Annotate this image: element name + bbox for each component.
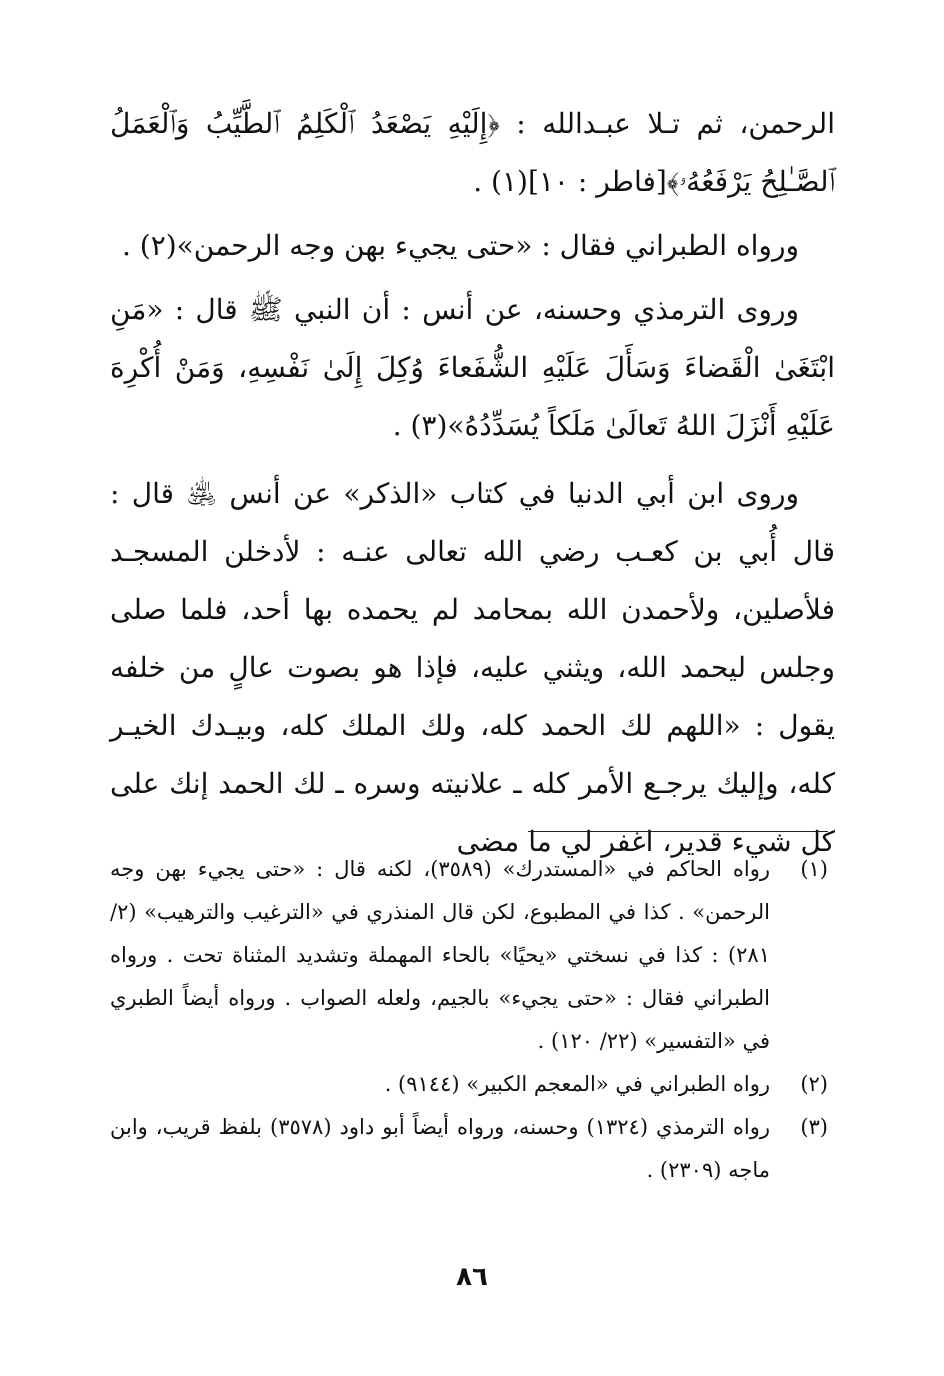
footnote-number: (٢) — [800, 1072, 828, 1096]
footnote-text: رواه الحاكم في «المستدرك» (٣٥٨٩)، لكنه قال : «حتى يجيء بهن وجه الرحمن» . كذا في المطبوع، لكن قال المنذري في «الترغيب والترهيب» (٢/ ٢٨١) : كذا في نسختي «يحيًا» بالحاء المهملة وتشديد المثناة تحت . ورواه الطبراني فقال : «حتى يجيء» بالجيم، ولعله الصواب . ورواه أيضاً الطبري في «التفسير» (٢٢/ ١٢٠) . — [110, 857, 770, 1053]
footnote-divider — [528, 831, 828, 832]
footnote-number: (٣) — [800, 1115, 828, 1139]
footnotes — [110, 848, 828, 1192]
paragraph-ibn-abi-dunya: وروى ابن أبي الدنيا في كتاب «الذكر» عن أنس ﵁ قال : قال أُبي بن كعـب رضي الله تعالى عنـه : لأدخلن المسجـد فلأصلين، ولأحمدن الله بمحامد لم يحمده بها أحد، فلما صلى وجلس ليحمد الله، ويثني عليه، فإذا هو بصوت عالٍ من خلفه يقول : «اللهم لك الحمد كله، ولك الملك كله، وبيـدك الخيـر كله، وإليك يرجـع الأمر كله ـ علانيته وسره ـ لك الحمد إنك على كل شيء قدير، اغفر لي ما مضى — [110, 477, 835, 858]
footnote-number: (١) — [800, 857, 828, 881]
main-text — [110, 95, 835, 877]
paragraph-tirmidhi-hadith: وروى الترمذي وحسنه، عن أنس : أن النبي ﷺ قال : «مَنِ ابْتَغَىٰ الْقَضاءَ وَسَأَلَ عَلَيْهِ الشُّفَعاءَ وُكِلَ إِلَىٰ نَفْسِهِ، وَمَنْ أُكْرِهَ عَلَيْهِ أَنْزَلَ اللهُ تَعالَىٰ مَلَكاً يُسَدِّدُهُ»(٣) . — [110, 293, 835, 442]
page-number: ٨٦ — [456, 1262, 488, 1292]
paragraph-tabarani: ورواه الطبراني فقال : «حتى يجيء بهن وجه الرحمن»(٢) . — [121, 229, 799, 262]
footnote-2 — [110, 1063, 828, 1106]
footnote-text: رواه الترمذي (١٣٢٤) وحسنه، ورواه أيضاً أبو داود (٣٥٧٨) بلفظ قريب، وابن ماجه (٢٣٠٩) . — [110, 1115, 770, 1182]
paragraph-quran-verse: الرحمن، ثم تـلا عبـدالله : ﴿إِلَيْهِ يَصْعَدُ ٱلْكَلِمُ ٱلطَّيِّبُ وَٱلْعَمَلُ ٱلصَّـٰلِحُ يَرْفَعُهُۥ﴾[فاطر : ١٠](١) . — [110, 107, 835, 198]
footnote-text: رواه الطبراني في «المعجم الكبير» (٩١٤٤) . — [384, 1072, 770, 1096]
footnote-3 — [110, 1106, 828, 1192]
footnote-1 — [110, 848, 828, 1063]
